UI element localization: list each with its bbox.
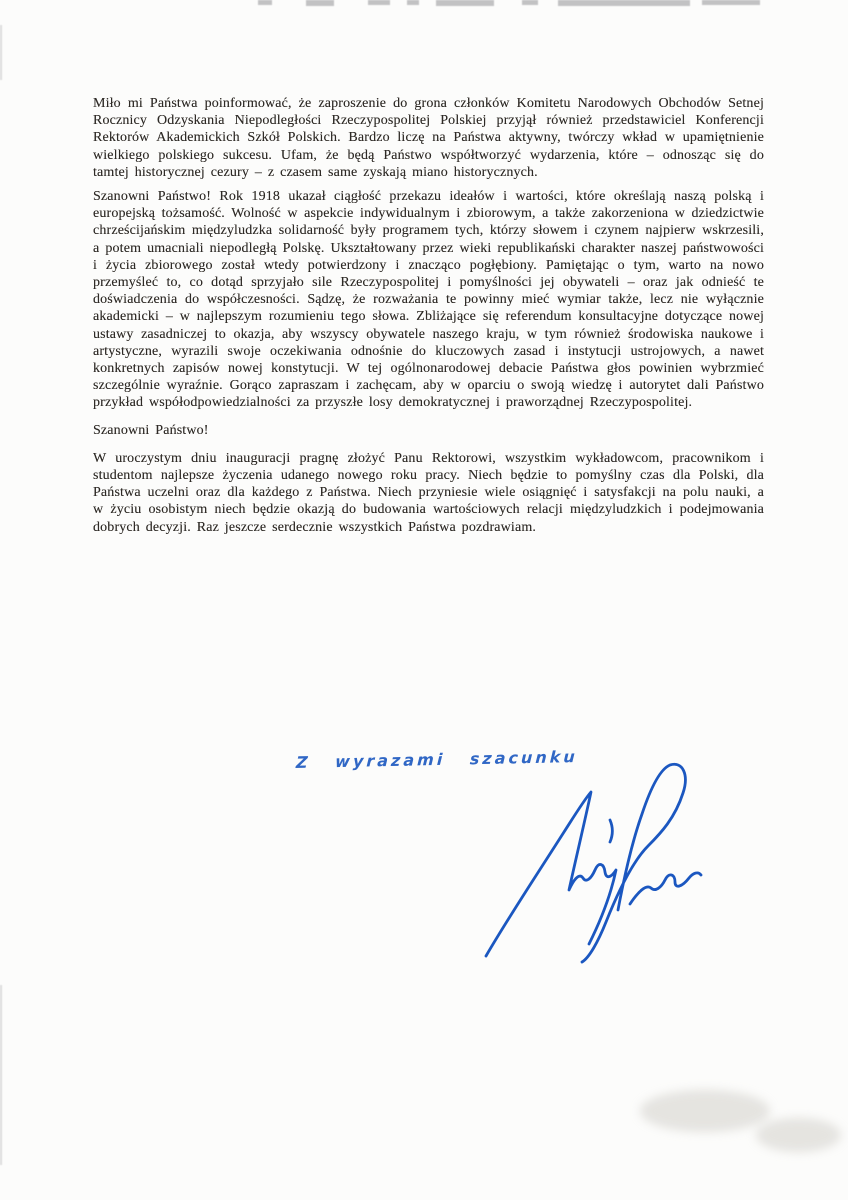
scan-artifact xyxy=(640,1090,770,1132)
salutation: Szanowni Państwo! xyxy=(93,422,209,438)
signature-stroke-apostrophe xyxy=(610,820,612,842)
scan-artifact xyxy=(558,0,690,6)
scan-artifact xyxy=(407,0,419,5)
paragraph-1918-reflection: Szanowni Państwo! Rok 1918 ukazał ciągłość przekazu ideałów i wartości, które określają naszą polską i europejską tożsamość. Wolność w aspekcie indywidualnym i zbiorowym, a także zakorzeniona w dziedzictwie chrześcijańskim międzyludzka solidarność były programem tych, którzy słowem i czynem najpierw wskrzesili, a potem umacniali niepodległą Polskę. Ukształtowany przez wieki republikański charakter naszej państwowości i życia zbiorowego został wtedy potwierdzony i znacząco pogłębiony. Pamiętając o tym, warto na nowo przemyśleć to, co dotąd sprzyjało sile Rzeczypospolitej i pomyślności jej obywateli – oraz jak odnieść te doświadczenia do współczesności. Sądzę, że rozważania te powinny mieć wymiar także, lecz nie wyłącznie akademicki – w najlepszym rozumieniu tego słowa. Zbliżające się referendum konsultacyjne dotyczące nowej ustawy zasadniczej to okazja, aby wszyscy obywatele naszego kraju, w tym również środowiska naukowe i artystyczne, wyrazili swoje oczekiwania odnośnie do kluczowych zasad i instytucji ustrojowych, a nawet konkretnych zapisów nowej konstytucji. W tej ogólnonarodowej debacie Państwa głos powinien wybrzmieć szczególnie wyraźnie. Gorąco zapraszam i zachęcam, aby w oparciu o swoją wiedzę i autorytet dali Państwo przykład współodpowiedzialności za przyszłe losy demokratycznej i praworządnej Rzeczypospolitej. xyxy=(93,189,764,411)
signature-stroke-tail xyxy=(630,873,701,904)
scan-artifact xyxy=(0,25,2,80)
letter-body xyxy=(93,95,764,543)
scan-artifact xyxy=(522,0,538,5)
paragraph-invitation: Miło mi Państwa poinformować, że zaproszenie do grona członków Komitetu Narodowych Obchodów Setnej Rocznicy Odzyskania Niepodległości Rzeczypospolitej Polskiej przyjął również przedstawiciel Konferencji Rektorów Akademickich Szkół Polskich. Bardzo liczę na Państwa aktywny, twórczy wkład w upamiętnienie wielkiego polskiego sukcesu. Ufam, że będą Państwo współtworzyć wydarzenia, które – odnosząc się do tamtej historycznej cezury – z czasem same zyskają miano historycznych. xyxy=(93,96,764,180)
paragraph-wishes: W uroczystym dniu inauguracji pragnę złożyć Panu Rektorowi, wszystkim wykładowcom, pracownikom i studentom najlepsze życzenia udanego nowego roku pracy. Niech będzie to pomyślny czas dla Polski, dla Państwa uczelni oraz dla każdego z Państwa. Niech przyniesie wiele osiągnięć i satysfakcji na polu nauki, a w życiu osobistym niech będzie okazją do budowania wartościowych relacji międzyludzkich i podejmowania dobrych decyzji. Raz jeszcze serdecznie wszystkich Państwa pozdrawiam. xyxy=(93,450,764,535)
scan-artifact xyxy=(368,0,390,5)
scan-artifact xyxy=(702,0,760,5)
scan-artifact xyxy=(0,985,2,1165)
signature-scrawl-icon xyxy=(470,758,770,966)
scan-artifact xyxy=(306,0,334,6)
handwritten-closing: Z wyrazami szacunku xyxy=(295,747,579,772)
scan-artifact xyxy=(258,0,272,5)
scan-artifact xyxy=(436,0,494,6)
scan-artifact xyxy=(756,1118,841,1152)
signature-stroke-left xyxy=(486,792,616,956)
signature-stroke-loop xyxy=(582,764,685,962)
